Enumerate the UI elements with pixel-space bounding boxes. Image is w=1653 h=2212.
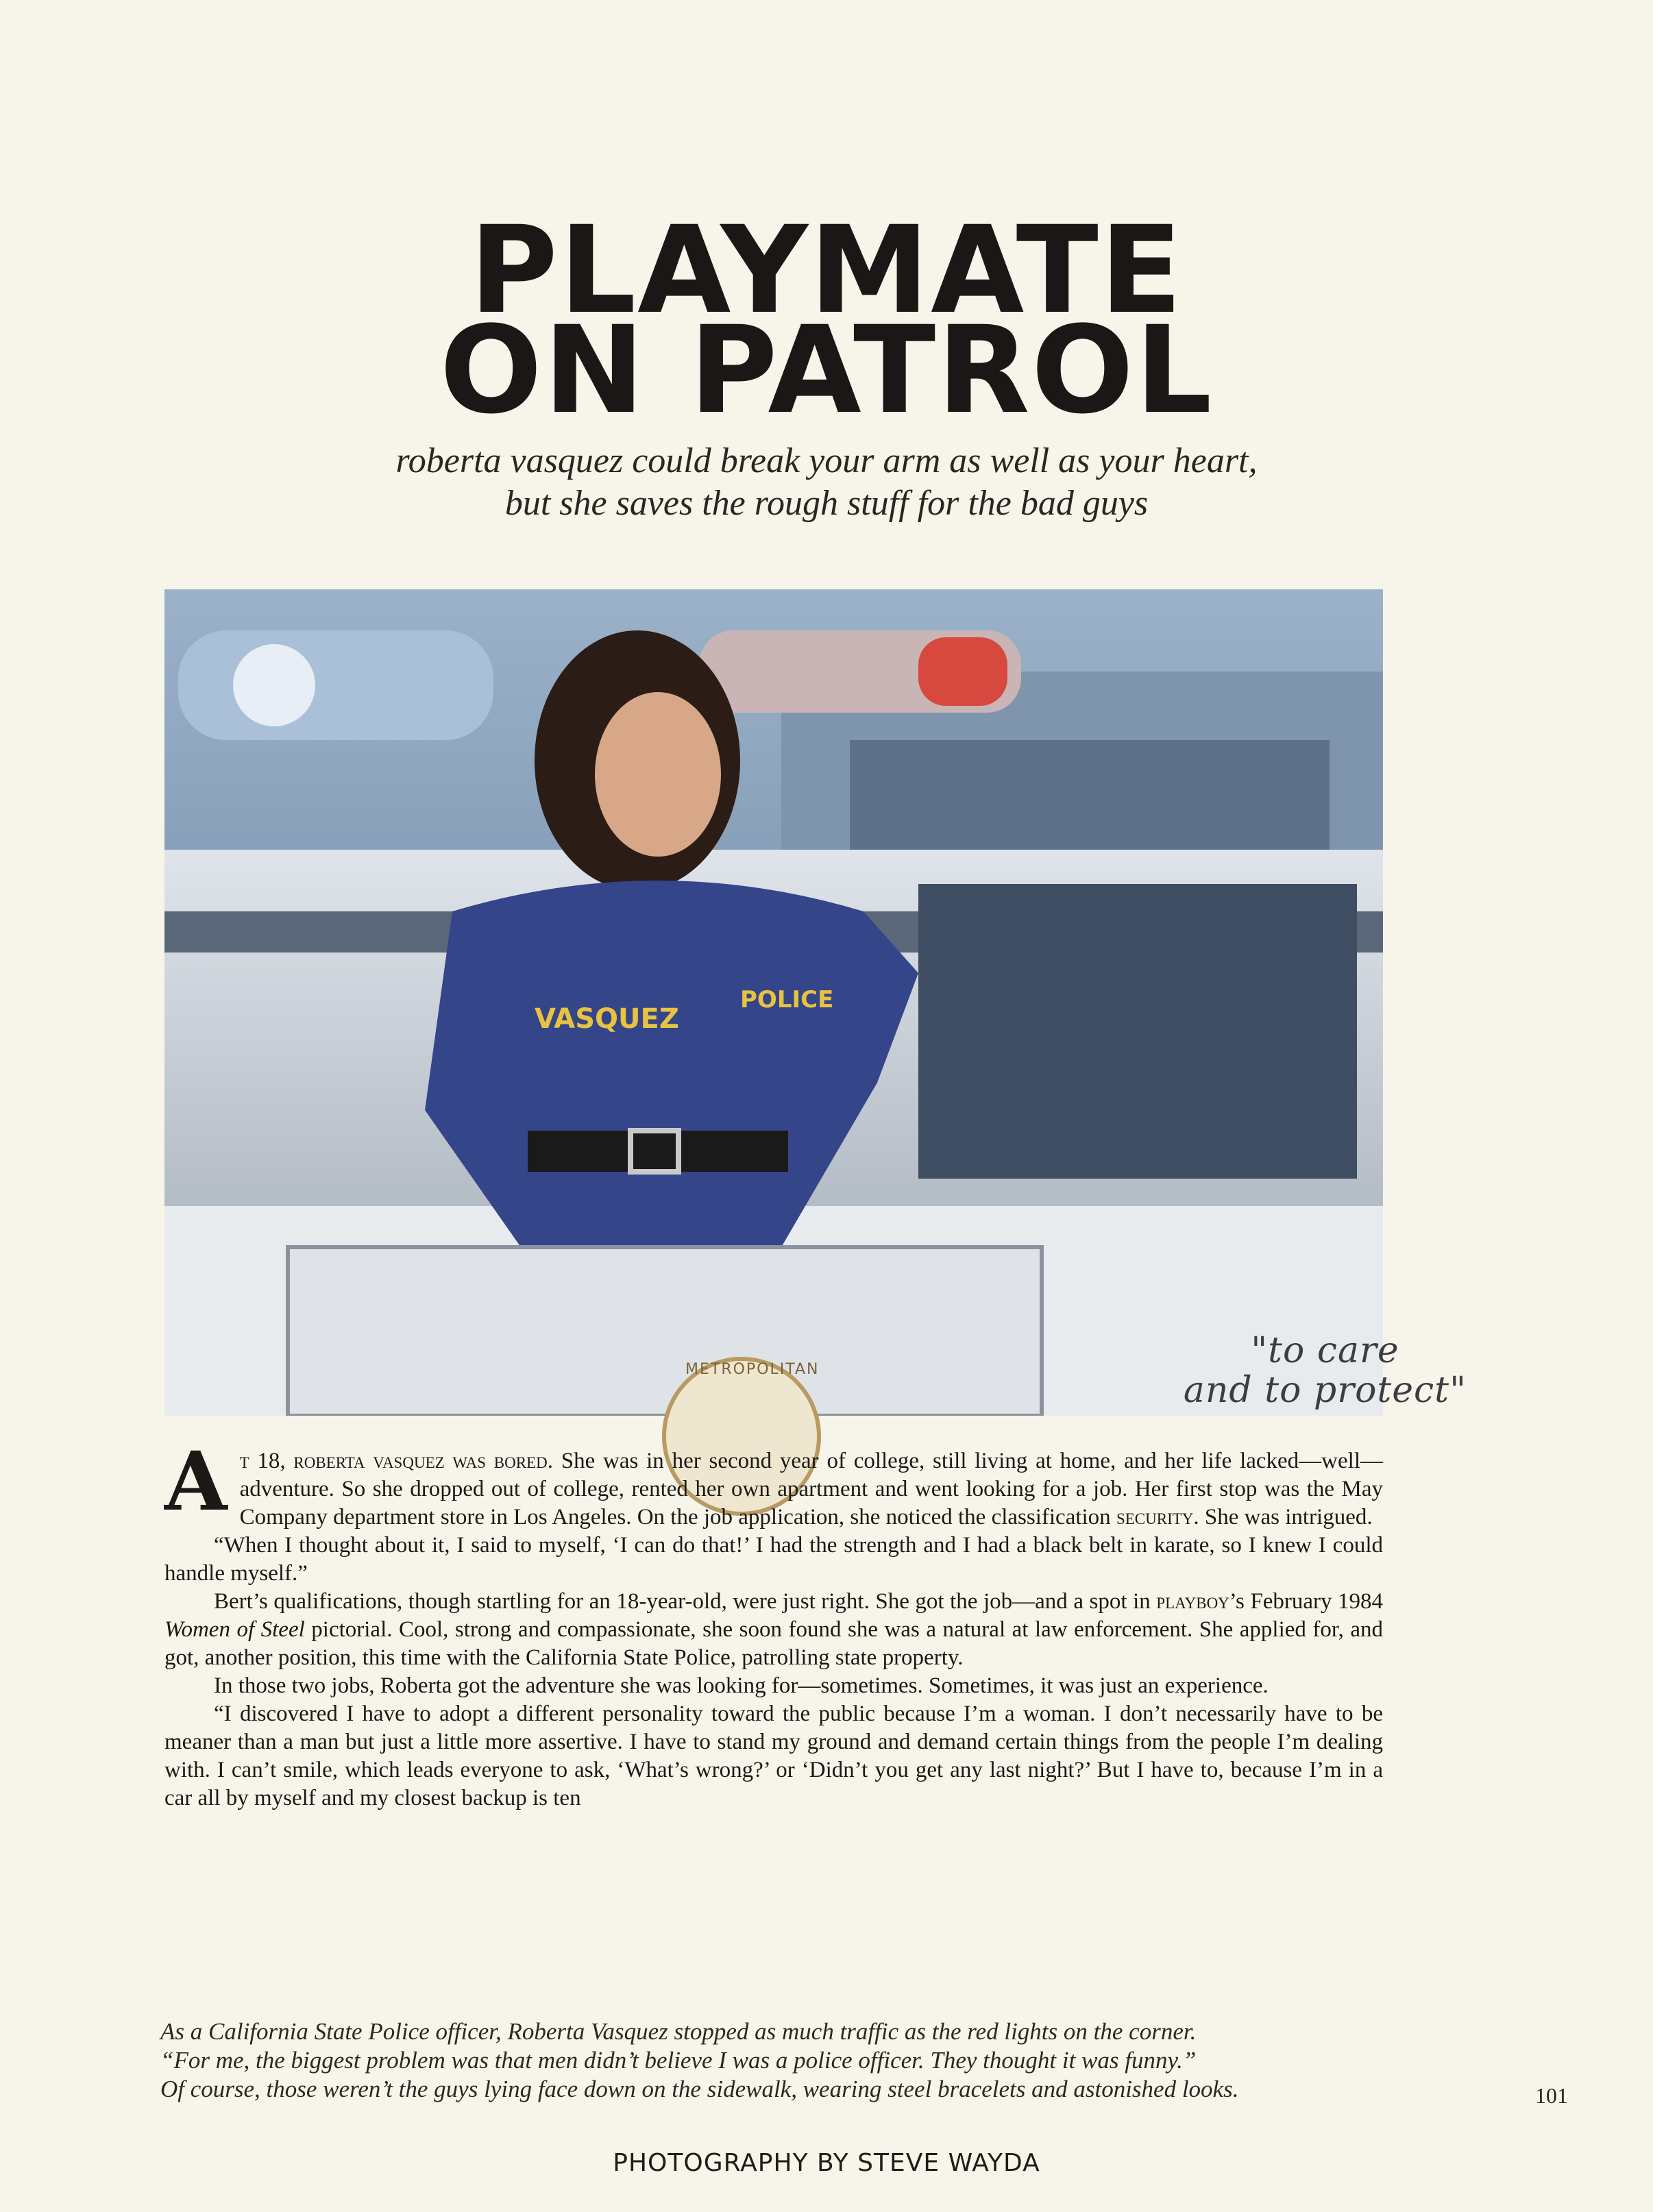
subtitle-line-1: roberta vasquez could break your arm as well as your heart,	[395, 441, 1258, 480]
article-body	[164, 1434, 1384, 1812]
paragraph-4: In those two jobs, Roberta got the adventure she was looking for—sometimes. Sometimes, it was just an experience.	[214, 1673, 1269, 1698]
drop-cap: A	[164, 1434, 228, 1529]
title-line-2: ON PATROL	[439, 300, 1214, 441]
photo-illustration	[164, 589, 1383, 1416]
photo-caption-pullquote	[160, 2017, 1387, 2104]
badge-text: POLICE	[740, 986, 834, 1013]
car-door	[288, 1247, 1042, 1416]
light-bar-icon	[178, 630, 493, 740]
paragraph-5: “I discovered I have to adopt a different personality toward the public because I’m a woman. I don’t necessarily have to be meaner than a man but just a little more assertive. I have to stand my ground and demand certain things from the people I’m dealing with. I can’t smile, which leads everyone to ask, ‘What’s wrong?’ or ‘Didn’t you get any last night?’ But I have to, because I’m in a car all by myself and my closest backup is ten	[164, 1701, 1383, 1810]
door-slogan	[1184, 1331, 1467, 1410]
windshield	[918, 884, 1357, 1179]
page-number: 101	[1535, 2083, 1568, 2108]
lead-in: t 18, roberta vasquez was bored.	[239, 1449, 553, 1473]
photo-of-officer-at-patrol-car	[164, 589, 1383, 1416]
paragraph-1: At 18, roberta vasquez was bored. She was in her second year of college, still living at home, and her life lacked—well—adventure. So she dropped out of college, rented her own apartment and went looking for a job. Her first stop was the May Company department store in Los Angeles. On the job application, she noticed the classification security. She was intrigued.	[164, 1434, 1383, 1529]
photo-credit: PHOTOGRAPHY BY STEVE WAYDA	[613, 2149, 1040, 2177]
door-slogan-line-1: "to care	[1251, 1330, 1399, 1371]
pullquote-line-3: Of course, those weren’t the guys lying face down on the sidewalk, wearing steel bracelets and astonished looks.	[160, 2076, 1239, 2102]
subtitle-line-2: but she saves the rough stuff for the bad guys	[504, 484, 1149, 523]
face	[595, 692, 721, 857]
title-line-1: PLAYMATE	[469, 200, 1184, 341]
seal-text: METROPOLITAN	[685, 1361, 820, 1378]
door-slogan-line-2: and to protect"	[1183, 1370, 1467, 1411]
paragraph-3: Bert’s qualifications, though startling for an 18-year-old, were just right. She got the job—and a spot in playboy’s February 1984 Women of Steel pictorial. Cool, strong and compassionate, she soon found she was a natural at law enforcement. She applied for, and got, another position, this time with the California State Police, patrolling state property.	[164, 1589, 1384, 1670]
duty-belt	[528, 1131, 788, 1172]
pullquote-line-2: “For me, the biggest problem was that men didn’t believe I was a police officer. They thought it was funny.”	[160, 2047, 1197, 2074]
pullquote-line-1: As a California State Police officer, Roberta Vasquez stopped as much traffic as the red lights on the corner.	[160, 2018, 1197, 2045]
nametag: VASQUEZ	[535, 1003, 679, 1035]
paragraph-2: “When I thought about it, I said to myself, ‘I can do that!’ I had the strength and I had a black belt in karate, so I knew I could handle myself.”	[164, 1533, 1383, 1586]
